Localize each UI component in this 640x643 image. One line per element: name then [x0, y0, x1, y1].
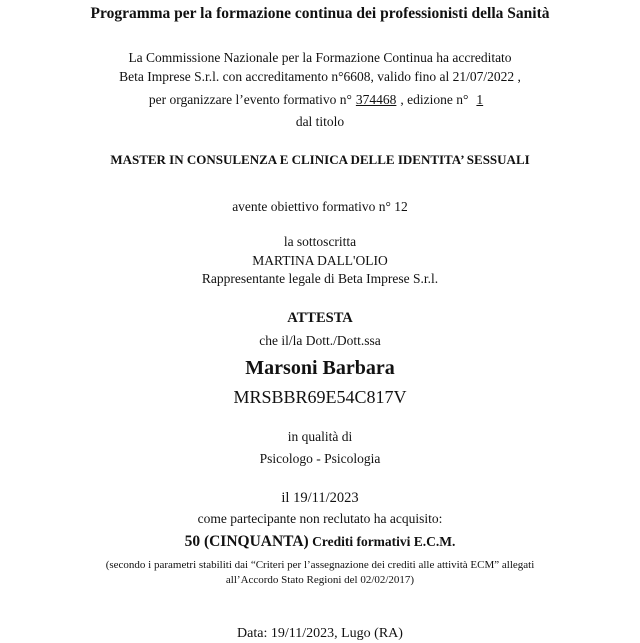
criteria-note-line-2: all’Accordo Stato Regioni del 02/02/2017) [225, 574, 415, 586]
program-title: Programma per la formazione continua dei professionisti della Sanità [90, 5, 550, 22]
event-number-label: per organizzare l’evento formativo n° [148, 92, 352, 107]
criteria-note-line-1: (secondo i parametri stabiliti dai “Criteri per l’assegnazione dei crediti alle attività ECM” allegati [105, 559, 535, 571]
accreditation-line-2: Beta Imprese S.r.l. con accreditamento n°6608, valido fino al 21/07/2022 , [119, 69, 521, 84]
tax-code: MRSBBR69E54C817V [233, 387, 407, 407]
title-intro: dal titolo [295, 114, 345, 129]
credits-line [0, 533, 640, 551]
profession: Psicologo - Psicologia [259, 451, 381, 466]
credits-label: Crediti formativi E.C.M. [312, 534, 456, 549]
edition-number: 1 [476, 92, 484, 107]
attestation-heading: ATTESTA [287, 310, 353, 326]
training-objective: avente obiettivo formativo n° 12 [232, 199, 408, 214]
participant-intro: che il/la Dott./Dott.ssa [259, 333, 381, 348]
place-date: Data: 19/11/2023, Lugo (RA) [237, 626, 403, 641]
event-number: 374468 [355, 92, 397, 107]
attestation-date: il 19/11/2023 [281, 490, 359, 506]
credits-number: 50 (CINQUANTA) [184, 533, 309, 550]
signatory-role: Rappresentante legale di Beta Imprese S.r.l. [201, 271, 439, 286]
capacity-label: in qualità di [287, 429, 353, 444]
participant-name: Marsoni Barbara [245, 357, 395, 379]
acquired-line: come partecipante non reclutato ha acquisito: [197, 511, 443, 526]
edition-label: , edizione n° [400, 92, 469, 107]
event-title: MASTER IN CONSULENZA E CLINICA DELLE IDENTITA’ SESSUALI [110, 152, 530, 167]
signatory-intro: la sottoscritta [283, 234, 357, 249]
accreditation-line-3 [0, 91, 640, 109]
accreditation-line-1: La Commissione Nazionale per la Formazione Continua ha accreditato [128, 50, 512, 65]
signatory-name: MARTINA DALL'OLIO [252, 253, 388, 268]
